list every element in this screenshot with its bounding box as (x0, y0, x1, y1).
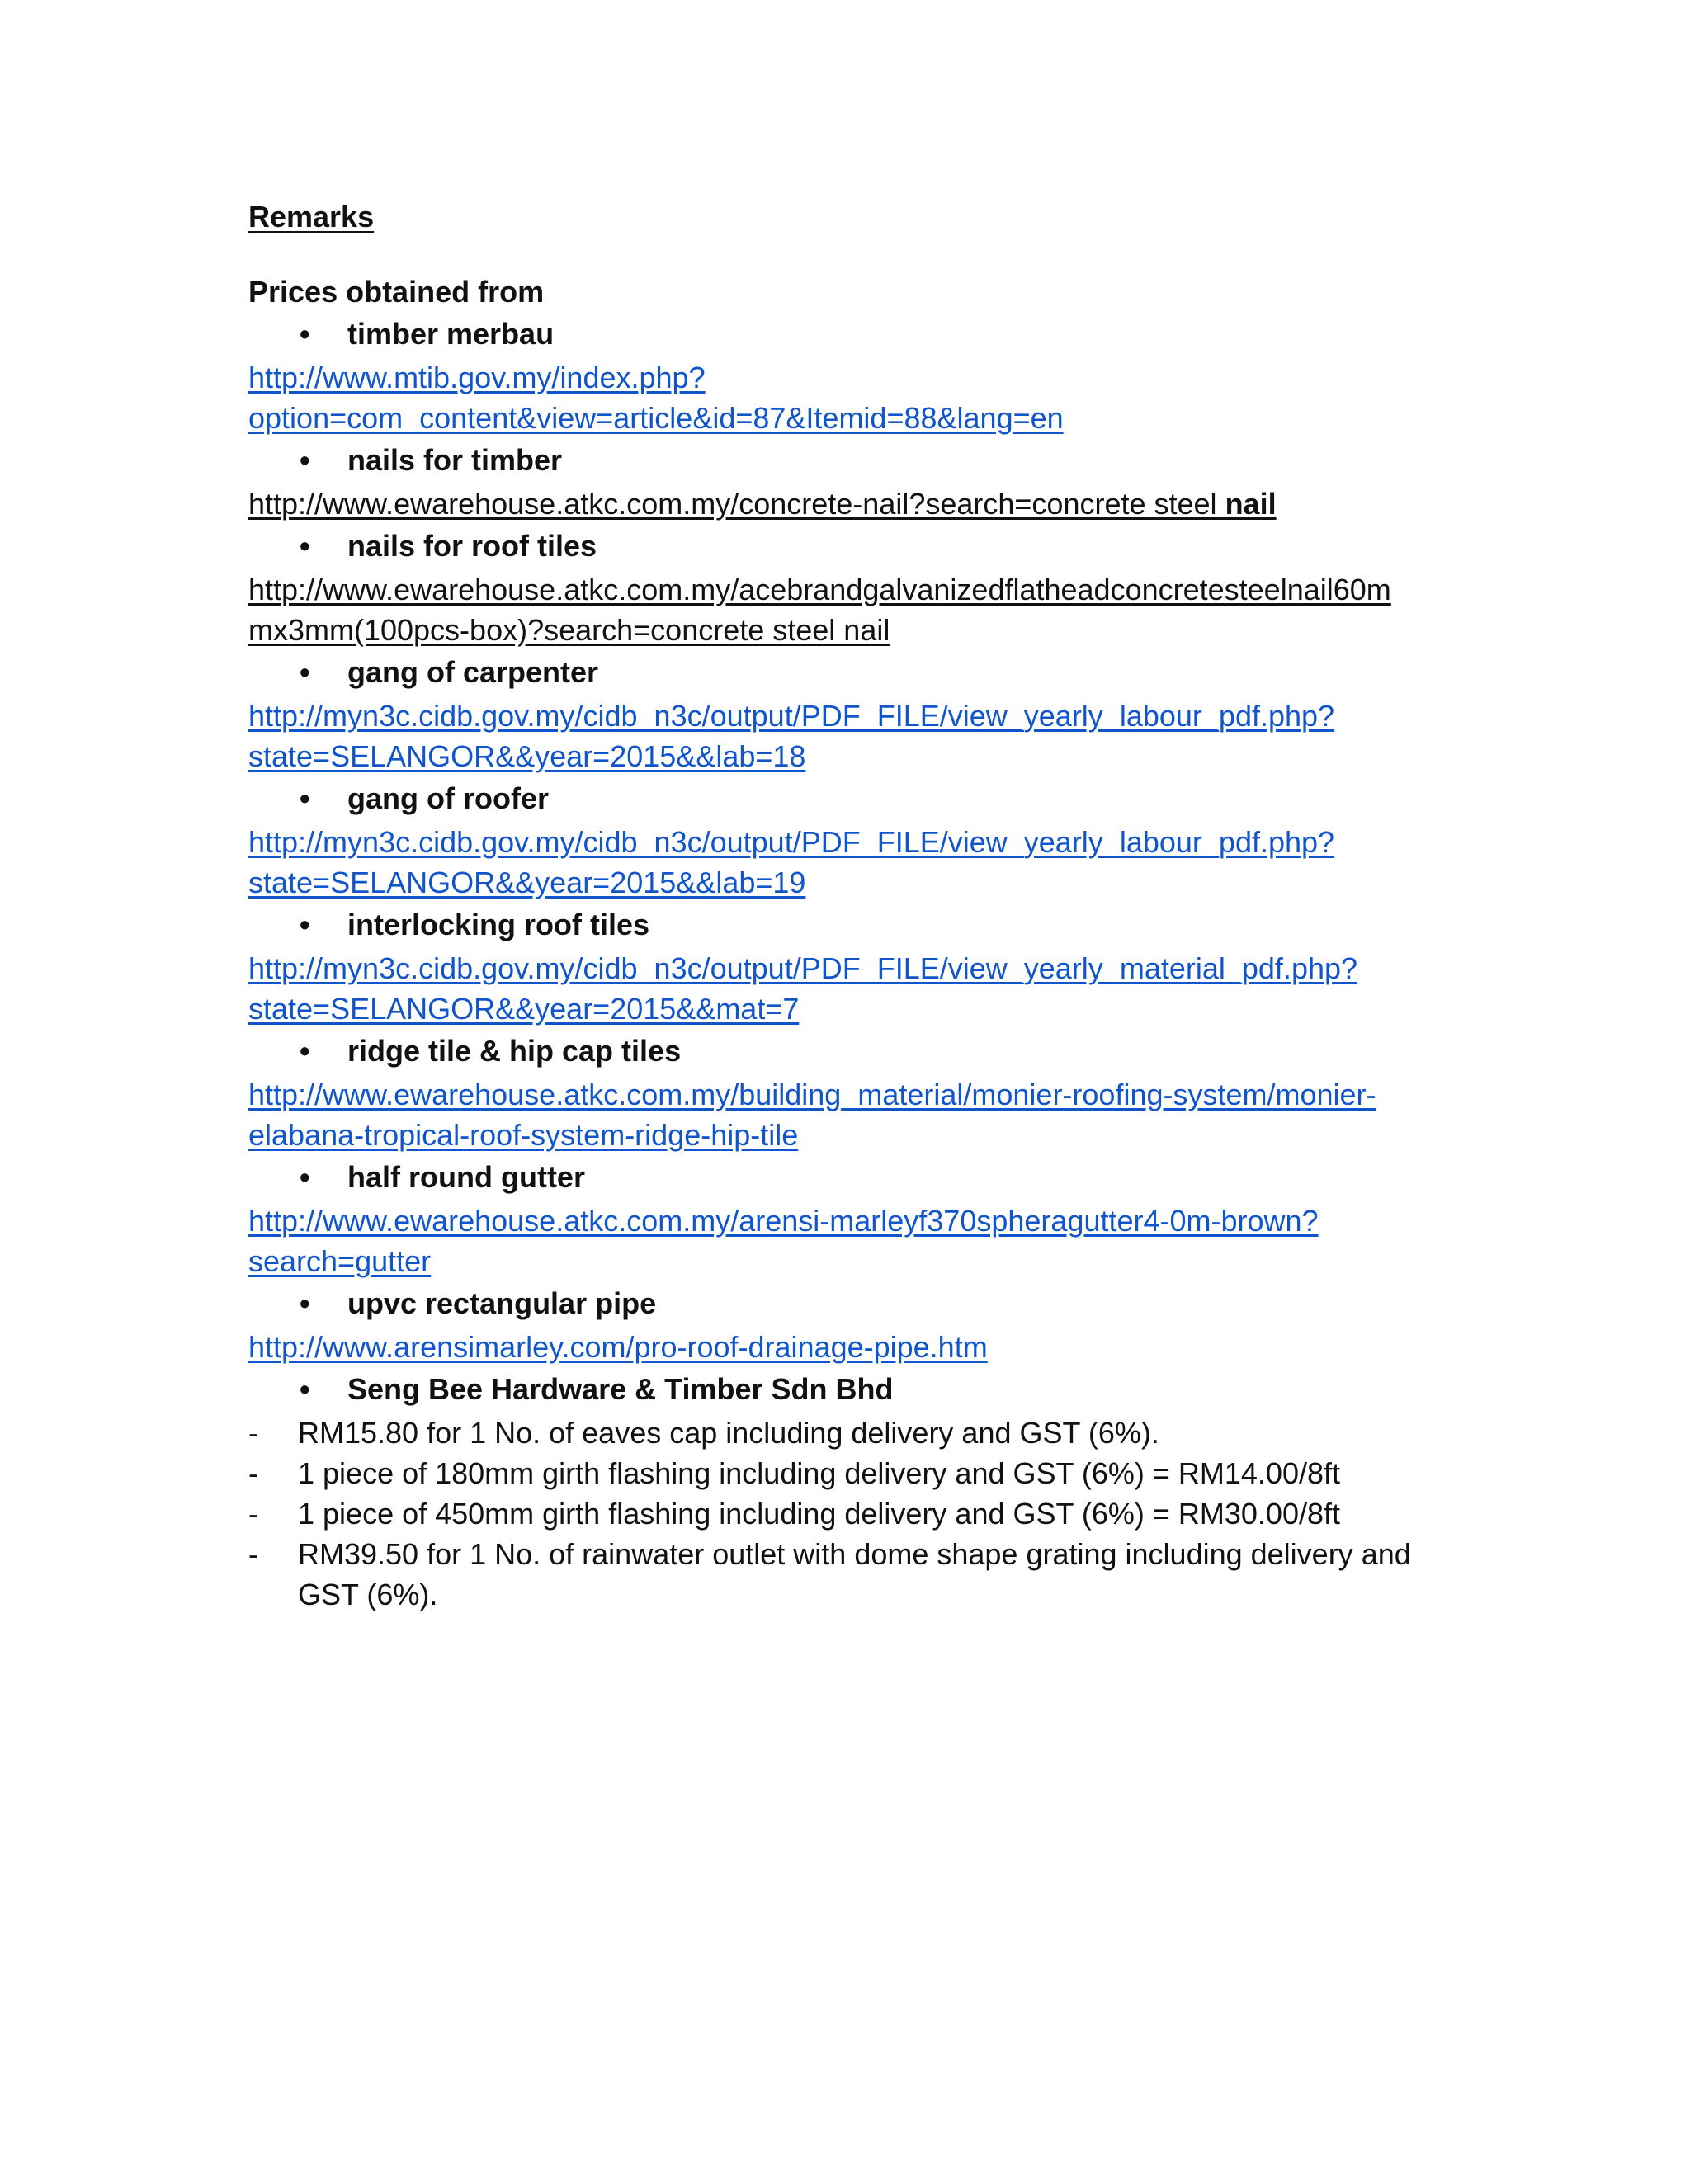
source-link-line: elabana-tropical-roof-system-ridge-hip-tile (248, 1118, 799, 1152)
source-title: interlocking roof tiles (347, 908, 650, 941)
source-title-row (248, 1369, 1453, 1409)
source-link-line: http://www.arensimarley.com/pro-roof-drainage-pipe.htm (248, 1330, 988, 1364)
source-link-line: http://www.ewarehouse.atkc.com.my/arensi-marleyf370spheragutter4-0m-brown? (248, 1204, 1319, 1238)
source-link-line: http://www.ewarehouse.atkc.com.my/acebrandgalvanizedflatheadconcretesteelnail60m (248, 573, 1391, 606)
source-title: upvc rectangular pipe (347, 1286, 657, 1320)
source-item-ridge-tile (248, 1031, 1453, 1155)
bullet-icon: • (300, 1034, 310, 1068)
source-link[interactable] (248, 948, 1453, 1029)
source-link-line: http://www.ewarehouse.atkc.com.my/building_material/monier-roofing-system/monier- (248, 1078, 1376, 1111)
bullet-icon: • (300, 1372, 310, 1406)
source-item-timber-merbau (248, 314, 1453, 438)
source-title-row (248, 778, 1453, 818)
source-link-line: http://www.ewarehouse.atkc.com.my/concrete-nail?search=concrete steel (248, 487, 1225, 521)
source-item-gang-of-carpenter (248, 652, 1453, 776)
source-title: nails for roof tiles (347, 529, 597, 563)
list-item (248, 1453, 1453, 1493)
source-item-gang-of-roofer (248, 778, 1453, 903)
source-link[interactable] (248, 1327, 1453, 1367)
source-title-row (248, 1283, 1453, 1323)
bullet-icon: • (300, 1160, 310, 1194)
bullet-icon: • (300, 443, 310, 477)
prices-intro: Prices obtained from (248, 275, 545, 309)
bullet-icon: • (300, 529, 310, 563)
dash-marker: - (248, 1497, 258, 1531)
source-title-row (248, 314, 1453, 354)
source-link-line: http://www.mtib.gov.my/index.php? (248, 361, 706, 394)
source-item-half-round-gutter (248, 1157, 1453, 1281)
source-title-row (248, 652, 1453, 692)
source-link-line: state=SELANGOR&&year=2015&&mat=7 (248, 992, 800, 1026)
source-link[interactable] (248, 1074, 1453, 1155)
remarks-heading: Remarks (248, 200, 375, 233)
source-title: Seng Bee Hardware & Timber Sdn Bhd (347, 1372, 894, 1406)
source-link-line: http://myn3c.cidb.gov.my/cidb_n3c/output/PDF_FILE/view_yearly_material_pdf.php? (248, 951, 1358, 985)
list-item (248, 1413, 1453, 1453)
source-title: ridge tile & hip cap tiles (347, 1034, 682, 1068)
bullet-icon: • (300, 908, 310, 941)
remarks-section (248, 196, 1453, 1615)
list-item (248, 1493, 1453, 1534)
source-link-line: search=gutter (248, 1244, 432, 1278)
source-link-line: http://myn3c.cidb.gov.my/cidb_n3c/output/PDF_FILE/view_yearly_labour_pdf.php? (248, 699, 1335, 733)
source-link[interactable] (248, 822, 1453, 903)
source-link-bold-word: nail (1225, 487, 1277, 521)
source-link-line: state=SELANGOR&&year=2015&&lab=19 (248, 866, 806, 899)
source-title-row (248, 526, 1453, 566)
price-note-text: 1 piece of 450mm girth flashing including delivery and GST (6%) = RM30.00/8ft (298, 1497, 1340, 1531)
source-title-row (248, 440, 1453, 480)
list-item (248, 1534, 1453, 1615)
source-item-nails-for-timber (248, 440, 1453, 524)
source-title: timber merbau (347, 317, 555, 351)
source-title: gang of carpenter (347, 655, 599, 689)
source-item-seng-bee-hardware (248, 1369, 1453, 1409)
source-title: half round gutter (347, 1160, 585, 1194)
bullet-icon: • (300, 655, 310, 689)
source-link[interactable] (248, 483, 1453, 524)
price-note-text: 1 piece of 180mm girth flashing including delivery and GST (6%) = RM14.00/8ft (298, 1456, 1340, 1490)
price-note-text: RM39.50 for 1 No. of rainwater outlet with dome shape grating including delivery and GST (6%). (298, 1537, 1411, 1611)
source-link[interactable] (248, 569, 1453, 650)
source-link-line: option=com_content&view=article&id=87&Itemid=88&lang=en (248, 401, 1064, 435)
bullet-icon: • (300, 781, 310, 815)
source-link[interactable] (248, 696, 1453, 776)
price-note-text: RM15.80 for 1 No. of eaves cap including delivery and GST (6%). (298, 1416, 1159, 1450)
source-link-line: http://myn3c.cidb.gov.my/cidb_n3c/output/PDF_FILE/view_yearly_labour_pdf.php? (248, 825, 1335, 859)
source-title: nails for timber (347, 443, 563, 477)
source-link-line: state=SELANGOR&&year=2015&&lab=18 (248, 739, 806, 773)
source-title-row (248, 1031, 1453, 1071)
source-title-row (248, 904, 1453, 945)
source-item-interlocking-roof-tiles (248, 904, 1453, 1029)
dash-marker: - (248, 1537, 258, 1571)
source-link-line: mx3mm(100pcs-box)?search=concrete steel nail (248, 613, 890, 647)
bullet-icon: • (300, 317, 310, 351)
source-link[interactable] (248, 357, 1453, 438)
source-item-nails-for-roof-tiles (248, 526, 1453, 650)
dash-marker: - (248, 1456, 258, 1490)
source-link[interactable] (248, 1200, 1453, 1281)
source-title-row (248, 1157, 1453, 1197)
source-title: gang of roofer (347, 781, 549, 815)
price-notes-list (248, 1413, 1453, 1615)
bullet-icon: • (300, 1286, 310, 1320)
source-item-upvc-rectangular-pipe (248, 1283, 1453, 1367)
dash-marker: - (248, 1416, 258, 1450)
